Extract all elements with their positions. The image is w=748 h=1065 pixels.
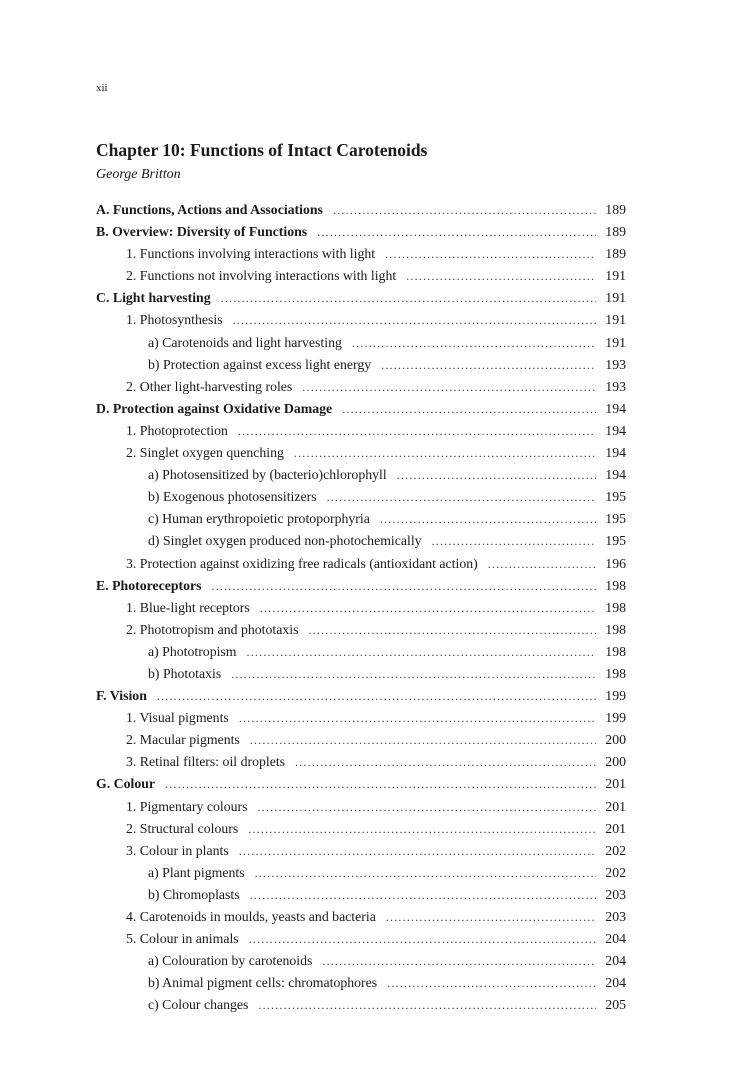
toc-entry-page: 198 — [605, 665, 626, 681]
toc-entry — [96, 575, 626, 597]
toc-entry — [96, 199, 626, 221]
toc-entry — [96, 884, 626, 906]
toc-entry-page: 194 — [605, 467, 626, 483]
dot-leader — [233, 309, 596, 331]
toc-entry — [96, 906, 626, 928]
dot-leader — [247, 641, 596, 663]
dot-leader — [333, 199, 596, 221]
toc-entry-page: 198 — [605, 577, 626, 593]
toc-entry — [96, 641, 626, 663]
toc-entry — [96, 464, 626, 486]
toc-entry-page: 198 — [605, 599, 626, 615]
toc-entry-title: c) Human erythropoietic protoporphyria — [148, 511, 370, 527]
page-number: xii — [96, 82, 108, 94]
toc-entry — [96, 376, 626, 398]
toc-entry — [96, 773, 626, 795]
toc-entry — [96, 332, 626, 354]
toc-entry-title: 5. Colour in animals — [126, 931, 239, 947]
toc-entry-title: b) Chromoplasts — [148, 886, 240, 902]
toc-entry-page: 189 — [605, 224, 626, 240]
toc-entry-page: 202 — [605, 864, 626, 880]
dot-leader — [317, 221, 596, 243]
toc-entry-page: 199 — [605, 710, 626, 726]
toc-entry-page: 204 — [605, 953, 626, 969]
toc-entry — [96, 751, 626, 773]
dot-leader — [165, 773, 596, 795]
toc-entry-page: 191 — [605, 290, 626, 306]
dot-leader — [157, 685, 596, 707]
toc-entry — [96, 862, 626, 884]
toc-entry — [96, 972, 626, 994]
toc-entry-page: 200 — [605, 732, 626, 748]
toc-entry-title: 2. Structural colours — [126, 820, 239, 836]
toc-entry — [96, 597, 626, 619]
toc-entry-page: 195 — [605, 511, 626, 527]
toc-entry-title: a) Colouration by carotenoids — [148, 953, 313, 969]
toc-entry-page: 193 — [605, 378, 626, 394]
toc-entry-page: 204 — [605, 931, 626, 947]
toc-entry-page: 201 — [605, 820, 626, 836]
toc-entry — [96, 928, 626, 950]
toc-entry-title: C. Light harvesting — [96, 290, 211, 306]
toc-entry-title: c) Colour changes — [148, 997, 249, 1013]
dot-leader — [238, 420, 596, 442]
toc-entry-title: 2. Functions not involving interactions with light — [126, 268, 397, 284]
toc-entry-title: 1. Visual pigments — [126, 710, 229, 726]
toc-entry-page: 195 — [605, 489, 626, 505]
dot-leader — [302, 376, 596, 398]
toc-entry-page: 202 — [605, 842, 626, 858]
toc-entry-page: 196 — [605, 555, 626, 571]
toc-entry — [96, 663, 626, 685]
toc-entry — [96, 619, 626, 641]
toc-entry-page: 189 — [605, 202, 626, 217]
toc-entry-page: 199 — [605, 688, 626, 704]
dot-leader — [327, 486, 596, 508]
dot-leader — [352, 332, 596, 354]
toc-entry-page: 205 — [605, 997, 626, 1013]
toc-entry — [96, 994, 626, 1016]
toc-entry — [96, 287, 626, 309]
dot-leader — [381, 354, 596, 376]
toc-entry-title: b) Exogenous photosensitizers — [148, 489, 317, 505]
toc-entry — [96, 354, 626, 376]
toc-entry-title: a) Phototropism — [148, 643, 237, 659]
dot-leader — [249, 928, 596, 950]
toc-entry-title: 2. Other light-harvesting roles — [126, 378, 293, 394]
toc-entry-title: 1. Pigmentary colours — [126, 798, 248, 814]
toc-entry-page: 191 — [605, 312, 626, 328]
toc-entry — [96, 530, 626, 552]
toc-entry-page: 193 — [605, 356, 626, 372]
toc-entry-page: 204 — [605, 975, 626, 991]
dot-leader — [380, 508, 596, 530]
toc-entry — [96, 818, 626, 840]
toc-entry-page: 195 — [605, 533, 626, 549]
toc-entry — [96, 950, 626, 972]
toc-entry — [96, 243, 626, 265]
toc-entry — [96, 442, 626, 464]
toc-entry — [96, 221, 626, 243]
dot-leader — [248, 818, 596, 840]
toc-entry-title: b) Protection against excess light energy — [148, 356, 372, 372]
toc-entry — [96, 398, 626, 420]
toc-entry-page: 191 — [605, 268, 626, 284]
dot-leader — [255, 862, 596, 884]
dot-leader — [342, 398, 596, 420]
chapter-author: George Britton — [96, 167, 181, 182]
dot-leader — [308, 619, 596, 641]
toc-entry-title: A. Functions, Actions and Associations — [96, 202, 323, 217]
table-of-contents — [96, 199, 626, 1016]
toc-entry-title: b) Phototaxis — [148, 665, 222, 681]
dot-leader — [250, 884, 596, 906]
dot-leader — [385, 243, 596, 265]
toc-entry-title: 3. Retinal filters: oil droplets — [126, 754, 286, 770]
toc-entry — [96, 796, 626, 818]
toc-entry-page: 201 — [605, 798, 626, 814]
toc-entry-page: 198 — [605, 643, 626, 659]
toc-entry-title: 2. Singlet oxygen quenching — [126, 445, 284, 461]
toc-entry-title: b) Animal pigment cells: chromatophores — [148, 975, 378, 991]
toc-entry-page: 194 — [605, 422, 626, 438]
toc-entry-title: 1. Blue-light receptors — [126, 599, 250, 615]
toc-entry — [96, 685, 626, 707]
dot-leader — [239, 707, 596, 729]
toc-entry — [96, 420, 626, 442]
dot-leader — [295, 751, 596, 773]
toc-entry-title: F. Vision — [96, 688, 147, 704]
toc-entry — [96, 486, 626, 508]
toc-entry-title: D. Protection against Oxidative Damage — [96, 400, 333, 416]
dot-leader — [387, 972, 596, 994]
dot-leader — [488, 553, 596, 575]
dot-leader — [212, 575, 597, 597]
dot-leader — [239, 840, 596, 862]
toc-entry — [96, 840, 626, 862]
toc-entry-page: 194 — [605, 400, 626, 416]
toc-entry-page: 201 — [605, 776, 626, 792]
toc-entry-title: a) Photosensitized by (bacterio)chlorophyll — [148, 467, 387, 483]
dot-leader — [397, 464, 596, 486]
dot-leader — [294, 442, 596, 464]
dot-leader — [258, 994, 596, 1016]
dot-leader — [257, 796, 596, 818]
dot-leader — [432, 530, 596, 552]
dot-leader — [386, 906, 596, 928]
dot-leader — [221, 287, 596, 309]
dot-leader — [260, 597, 596, 619]
dot-leader — [322, 950, 596, 972]
toc-entry — [96, 729, 626, 751]
dot-leader — [406, 265, 596, 287]
toc-entry-page: 191 — [605, 334, 626, 350]
toc-entry-page: 203 — [605, 909, 626, 924]
toc-entry-title: G. Colour — [96, 776, 156, 792]
toc-entry — [96, 309, 626, 331]
toc-entry-title: 3. Colour in plants — [126, 842, 229, 858]
toc-entry-page: 198 — [605, 621, 626, 637]
toc-entry-title: 1. Functions involving interactions with light — [126, 246, 376, 262]
chapter-title: Chapter 10: Functions of Intact Carotenoids — [96, 140, 428, 160]
toc-entry-page: 200 — [605, 754, 626, 770]
toc-entry-title: 2. Macular pigments — [126, 732, 240, 748]
toc-entry-page: 189 — [605, 246, 626, 262]
toc-entry-page: 194 — [605, 445, 626, 461]
toc-entry-title: 1. Photosynthesis — [126, 312, 223, 328]
toc-entry — [96, 265, 626, 287]
toc-entry — [96, 553, 626, 575]
toc-entry-title: 4. Carotenoids in moulds, yeasts and bacteria — [126, 909, 376, 924]
toc-entry-title: 1. Photoprotection — [126, 422, 228, 438]
dot-leader — [250, 729, 596, 751]
toc-entry — [96, 508, 626, 530]
toc-entry-title: B. Overview: Diversity of Functions — [96, 224, 308, 240]
toc-entry — [96, 707, 626, 729]
toc-entry-title: E. Photoreceptors — [96, 577, 202, 593]
toc-entry-title: a) Plant pigments — [148, 864, 245, 880]
toc-entry-title: 2. Phototropism and phototaxis — [126, 621, 299, 637]
toc-entry-title: a) Carotenoids and light harvesting — [148, 334, 342, 350]
toc-entry-title: 3. Protection against oxidizing free radicals (antioxidant action) — [126, 555, 478, 571]
toc-entry-page: 203 — [605, 886, 626, 902]
toc-entry-title: d) Singlet oxygen produced non-photochemically — [148, 533, 422, 549]
dot-leader — [231, 663, 596, 685]
